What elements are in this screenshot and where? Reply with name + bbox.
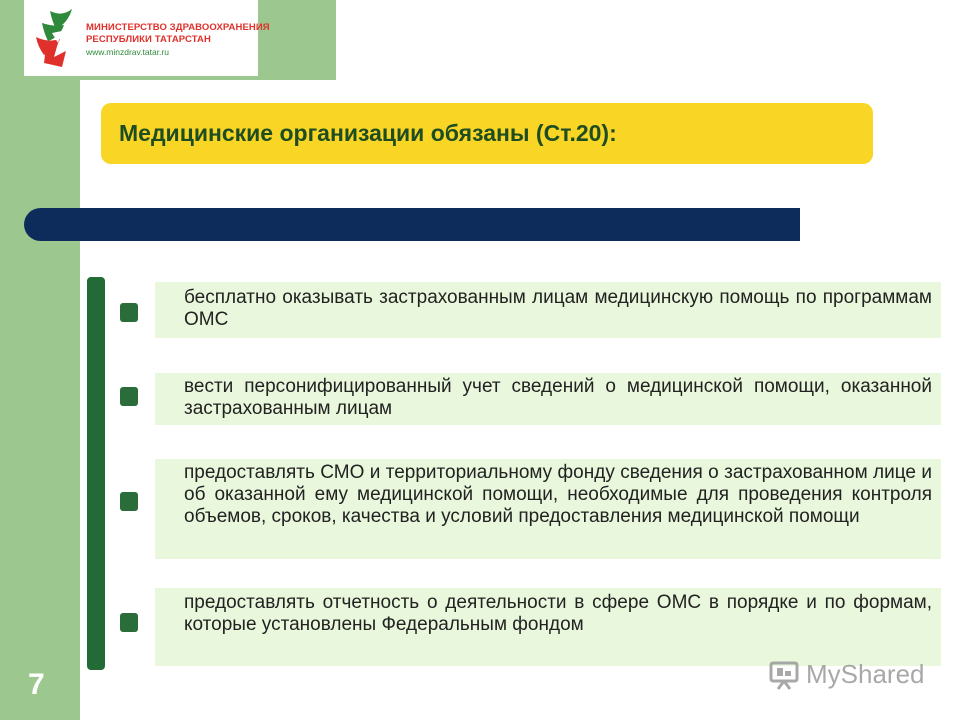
title-banner bbox=[101, 103, 873, 164]
page-number: 7 bbox=[28, 668, 45, 701]
ministry-name-line1: МИНИСТЕРСТВО ЗДРАВООХРАНЕНИЯ bbox=[86, 22, 270, 33]
presentation-screen-icon bbox=[768, 659, 800, 691]
vertical-accent-bar bbox=[87, 277, 105, 670]
list-item-text: предоставлять СМО и территориальному фонду сведения о застрахованном лице и об оказанной ему медицинской помощи, необходимые для проведения контроля объемов, сроков, качества и условий предоставления медицинской помощи bbox=[184, 462, 932, 527]
list-item-text: предоставлять отчетность о деятельности в сфере ОМС в порядке и по формам, которые установлены Федеральным фондом bbox=[184, 592, 932, 635]
watermark-text: MyShared bbox=[806, 659, 925, 689]
ministry-url: www.minzdrav.tatar.ru bbox=[86, 47, 169, 57]
bullet-square-icon bbox=[120, 387, 138, 406]
left-green-band bbox=[0, 0, 80, 720]
navy-divider-bar bbox=[24, 208, 800, 241]
bullet-square-icon bbox=[120, 492, 138, 511]
list-item-text: вести персонифицированный учет сведений о медицинской помощи, оказанной застрахованным лицам bbox=[184, 376, 932, 419]
list-item-text: бесплатно оказывать застрахованным лицам медицинскую помощь по программам ОМС bbox=[184, 287, 932, 330]
slide-title: Медицинские организации обязаны (Ст.20): bbox=[119, 120, 617, 146]
bullet-square-icon bbox=[120, 613, 138, 632]
ministry-logo bbox=[24, 0, 270, 76]
tatarstan-emblem-icon bbox=[32, 3, 80, 71]
bullet-square-icon bbox=[120, 303, 138, 322]
ministry-name-line2: РЕСПУБЛИКИ ТАТАРСТАН bbox=[86, 34, 211, 45]
watermark bbox=[768, 655, 938, 695]
